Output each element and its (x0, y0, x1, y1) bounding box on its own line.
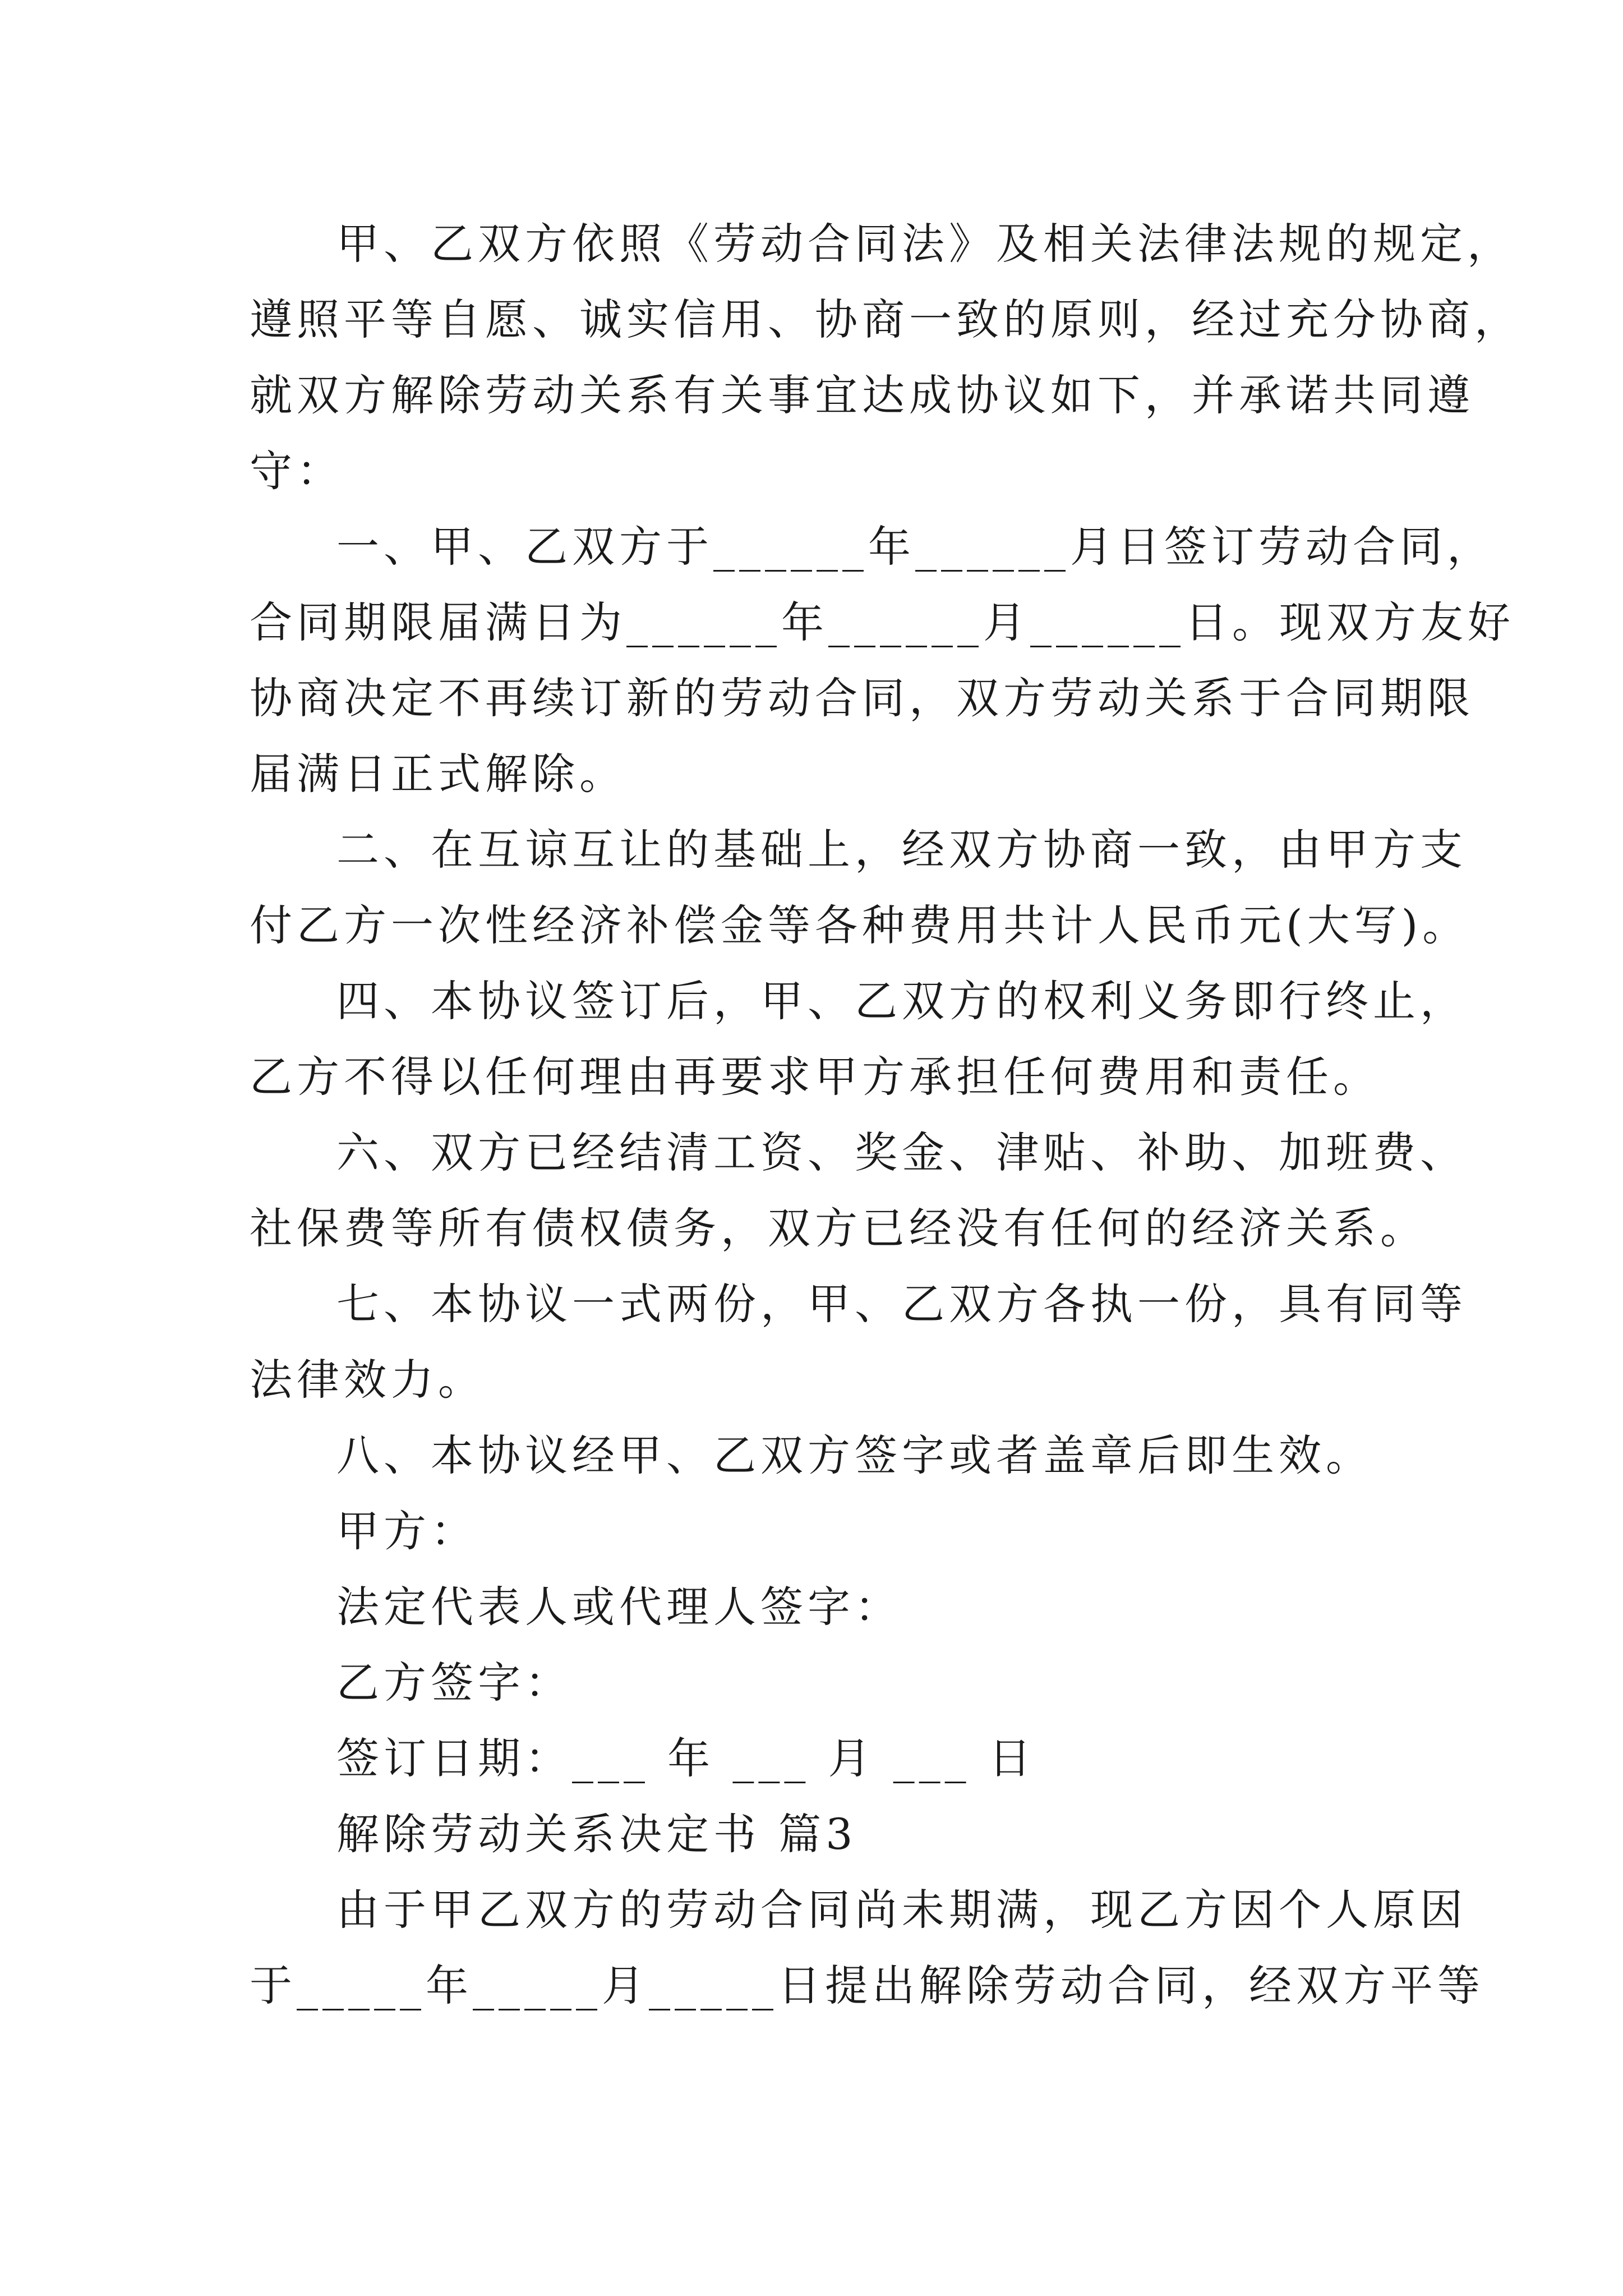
representative-signature-label: 法定代表人或代理人签字： (336, 1582, 902, 1632)
party-b-signature-label: 乙方签字： (336, 1658, 572, 1708)
clause-4-line: 四、本协议签订后，甲、乙双方的权利义务即行终止， (336, 976, 1467, 1026)
section-heading: 解除劳动关系决定书 篇3 (336, 1809, 857, 1859)
clause-1-line: 合同期限届满日为______年______月______日。现双方友好 (250, 597, 1515, 647)
party-a-label: 甲方： (336, 1506, 478, 1556)
clause-7-line: 七、本协议一式两份，甲、乙双方各执一份，具有同等 (336, 1279, 1467, 1329)
paragraph-line: 甲、乙双方依照《劳动合同法》及相关法律法规的规定， (336, 219, 1514, 269)
clause-8-line: 八、本协议经甲、乙双方签字或者盖章后即生效。 (336, 1430, 1373, 1480)
clause-6-line: 社保费等所有债权债务，双方已经没有任何的经济关系。 (250, 1203, 1427, 1253)
clause-7-line: 法律效力。 (250, 1355, 485, 1405)
paragraph-line: 守： (250, 446, 344, 496)
clause-2-line: 二、在互谅互让的基础上，经双方协商一致，由甲方支 (336, 825, 1467, 875)
clause-2-line: 付乙方一次性经济补偿金等各种费用共计人民币元(大写)。 (250, 900, 1470, 950)
paragraph-line: 遵照平等自愿、诚实信用、协商一致的原则，经过充分协商， (250, 295, 1521, 344)
clause-6-line: 六、双方已经结清工资、奖金、津贴、补助、加班费、 (336, 1128, 1467, 1177)
signing-date-line: 签订日期：___ 年 ___ 月 ___ 日 (336, 1733, 1036, 1783)
clause-1-line: 届满日正式解除。 (250, 749, 626, 799)
paragraph-line: 就双方解除劳动关系有关事宜达成协议如下，并承诺共同遵 (250, 370, 1474, 420)
clause-1-line: 协商决定不再续订新的劳动合同，双方劳动关系于合同期限 (250, 673, 1474, 723)
paragraph-line: 于_____年_____月_____日提出解除劳动合同，经双方平等 (250, 1961, 1484, 2010)
clause-4-line: 乙方不得以任何理由再要求甲方承担任何费用和责任。 (250, 1052, 1380, 1102)
clause-1-line: 一、甲、乙双方于______年______月日签订劳动合同， (336, 522, 1494, 572)
paragraph-line: 由于甲乙双方的劳动合同尚未期满，现乙方因个人原因 (336, 1885, 1467, 1935)
